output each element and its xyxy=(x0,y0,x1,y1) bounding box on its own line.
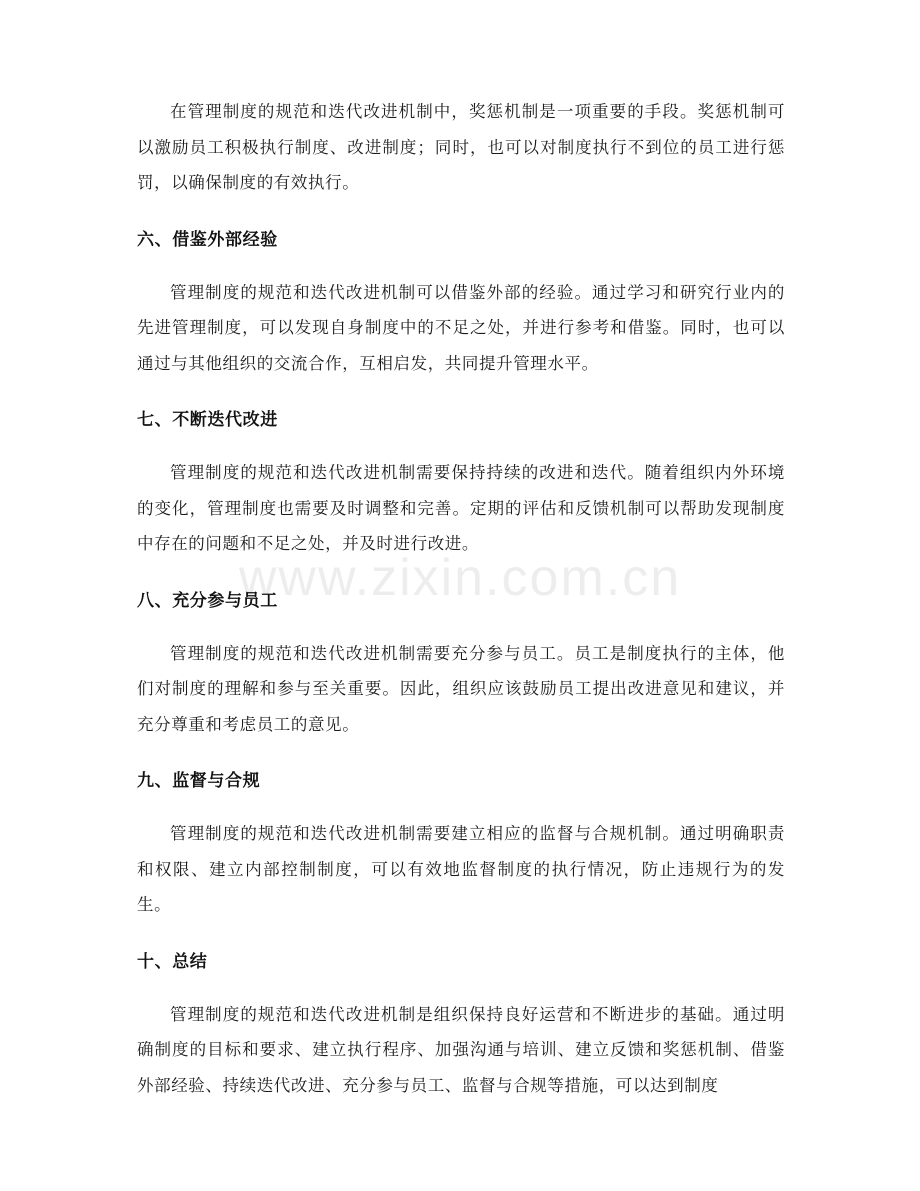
spacer xyxy=(137,796,785,816)
section-heading-7: 七、不断迭代改进 xyxy=(137,410,278,430)
spacer xyxy=(137,742,785,766)
spacer xyxy=(137,381,785,405)
section-heading-10: 十、总结 xyxy=(137,951,208,972)
spacer xyxy=(137,201,785,225)
spacer xyxy=(137,255,785,275)
document-page xyxy=(137,94,785,1103)
section-paragraph-7: 管理制度的规范和迭代改进机制需要保持持续的改进和迭代。随着组织内外环境的变化，管理制度也需要及时调整和完善。定期的评估和反馈机制可以帮助发现制度中存在的问题和不足之处，并及时进行改进。 xyxy=(137,463,785,553)
section-paragraph-10: 管理制度的规范和迭代改进机制是组织保持良好运营和不断进步的基础。通过明确制度的目标和要求、建立执行程序、加强沟通与培训、建立反馈和奖惩机制、借鉴外部经验、持续迭代改进、充分参与员工、监督与合规等措施，可以达到制度 xyxy=(137,1004,785,1095)
spacer xyxy=(137,562,785,586)
spacer xyxy=(137,435,785,455)
section-heading-8: 八、充分参与员工 xyxy=(137,590,278,611)
section-paragraph-6: 管理制度的规范和迭代改进机制可以借鉴外部的经验。通过学习和研究行业内的先进管理制度，可以发现自身制度中的不足之处，并进行参考和借鉴。同时，也可以通过与其他组织的交流合作，互相启发，共同提升管理水平。 xyxy=(137,282,785,373)
spacer xyxy=(137,923,785,947)
spacer xyxy=(137,616,785,636)
section-paragraph-8: 管理制度的规范和迭代改进机制需要充分参与员工。员工是制度执行的主体，他们对制度的理解和参与至关重要。因此，组织应该鼓励员工提出改进意见和建议，并充分尊重和考虑员工的意见。 xyxy=(137,643,785,734)
section-paragraph-9: 管理制度的规范和迭代改进机制需要建立相应的监督与合规机制。通过明确职责和权限、建立内部控制制度，可以有效地监督制度的执行情况，防止违规行为的发生。 xyxy=(137,824,785,914)
watermark: www.zixin.com.cn xyxy=(238,549,682,607)
section-heading-6: 六、借鉴外部经验 xyxy=(137,229,278,250)
section-heading-9: 九、监督与合规 xyxy=(137,771,261,791)
intro-paragraph: 在管理制度的规范和迭代改进机制中，奖惩机制是一项重要的手段。奖惩机制可以激励员工积极执行制度、改进制度；同时，也可以对制度执行不到位的员工进行惩罚，以确保制度的有效执行。 xyxy=(137,102,785,192)
spacer xyxy=(137,977,785,997)
